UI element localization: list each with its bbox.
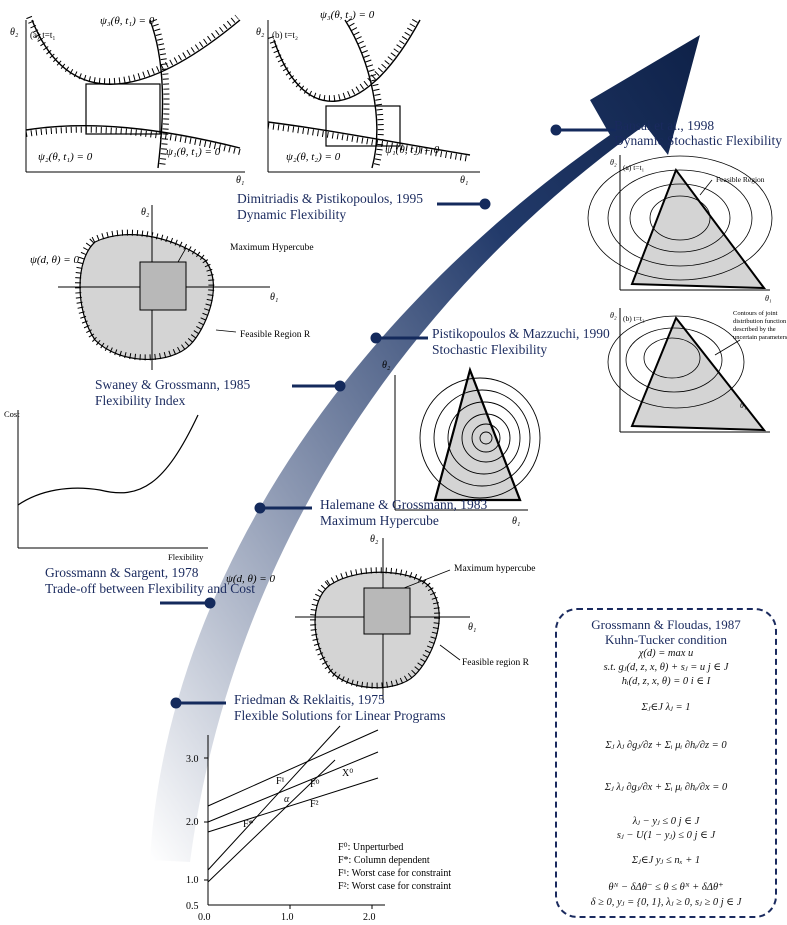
friedman-point-fstar: F* bbox=[243, 819, 254, 830]
marker-swaney bbox=[335, 381, 345, 391]
flex-index-psi: ψ(d, θ) = 0 bbox=[30, 254, 79, 266]
milestone-sargent-author: Grossmann & Sargent, 1978 bbox=[45, 565, 199, 580]
kt-eq-y-sum: Σⱼ∈J yⱼ ≤ nₓ + 1 bbox=[631, 855, 701, 866]
cost-ylabel: Cost bbox=[4, 409, 20, 419]
panel-b-title: (b) t=t₂ bbox=[272, 30, 298, 40]
panel-a-psi1: ψ₁(θ, t₁) = 0 bbox=[166, 146, 221, 158]
milestone-swaney-topic: Flexibility Index bbox=[95, 393, 186, 408]
milestone-halemane-topic: Maximum Hypercube bbox=[320, 513, 439, 528]
friedman-point-x0: X⁰ bbox=[342, 768, 354, 779]
kt-eq-constraint-g: s.t. gⱼ(d, z, x, θ) + sⱼ = u j ∈ J bbox=[603, 662, 729, 673]
marker-pistikopoulos bbox=[371, 333, 381, 343]
bansal-b-contours-2: distribution function bbox=[733, 318, 787, 325]
kt-eq-lambda-sum: Σⱼ∈J λⱼ = 1 bbox=[641, 702, 691, 713]
kt-eq-constraint-h: hᵢ(d, z, x, θ) = 0 i ∈ I bbox=[621, 676, 711, 687]
panel-a-psi2: ψ₂(θ, t₁) = 0 bbox=[38, 151, 93, 163]
stochastic-theta1: θ₁ bbox=[512, 516, 521, 527]
friedman-point-f0: F⁰ bbox=[310, 779, 320, 790]
kt-eq-slack: sⱼ − U(1 − yⱼ) ≤ 0 j ∈ J bbox=[616, 830, 716, 841]
kt-eq-lambda-y: λⱼ − yⱼ ≤ 0 j ∈ J bbox=[632, 816, 700, 827]
kt-eq-domains: δ ≥ 0, yⱼ = {0, 1}, λⱼ ≥ 0, sⱼ ≥ 0 j ∈ J bbox=[590, 897, 742, 908]
panel-b-psi1: ψ₁(θ, t₂) = 0 bbox=[385, 144, 440, 156]
bansal-a-theta2: θ₂ bbox=[610, 158, 617, 167]
bansal-b-contours-4: uncertain parameters bbox=[733, 334, 787, 341]
halemane-max-cube: Maximum hypercube bbox=[454, 564, 536, 574]
dynamic-plot-b bbox=[268, 17, 480, 172]
halemane-psi: ψ(d, θ) = 0 bbox=[226, 573, 275, 585]
friedman-point-f2: F² bbox=[310, 799, 319, 810]
marker-bansal bbox=[551, 125, 561, 135]
kt-eq-objective: χ(d) = max u bbox=[638, 648, 694, 659]
kt-eq-stationarity-x: Σⱼ λⱼ ∂gⱼ/∂x + Σᵢ μᵢ ∂hᵢ/∂x = 0 bbox=[604, 782, 728, 793]
bansal-b-contours-3: described by the bbox=[733, 326, 776, 333]
panel-a-theta2: θ₂ bbox=[10, 27, 19, 38]
flexibility-index-plot bbox=[58, 205, 270, 370]
friedman-ytick-1: 1.0 bbox=[186, 875, 199, 886]
friedman-legend-1: F*: Column dependent bbox=[338, 855, 430, 866]
panel-a-title: (a) t=t₁ bbox=[30, 30, 56, 40]
panel-b-psi2: ψ₂(θ, t₂) = 0 bbox=[286, 151, 341, 163]
bansal-a-title: (a) t=t₁ bbox=[623, 163, 645, 172]
friedman-xtick-1: 1.0 bbox=[281, 912, 294, 923]
milestone-bansal-author: Bansal et al., 1998 bbox=[614, 118, 715, 133]
milestone-pistikopoulos-author: Pistikopoulos & Mazzuchi, 1990 bbox=[432, 326, 610, 341]
friedman-legend-2: F¹: Worst case for constraint bbox=[338, 868, 452, 879]
stochastic-theta2: θ₂ bbox=[382, 360, 391, 371]
kuhn-tucker-title: Grossmann & Floudas, 1987 bbox=[591, 617, 741, 632]
marker-dimitriadis bbox=[480, 199, 490, 209]
cost-plot bbox=[18, 410, 208, 548]
halemane-theta2: θ₂ bbox=[370, 534, 379, 545]
panel-b-theta2: θ₂ bbox=[256, 27, 265, 38]
friedman-ytick-2: 2.0 bbox=[186, 817, 199, 828]
friedman-legend-0: F⁰: Unperturbed bbox=[338, 842, 404, 853]
milestone-swaney-author: Swaney & Grossmann, 1985 bbox=[95, 377, 251, 392]
bansal-a-theta1: θ₁ bbox=[765, 294, 772, 303]
friedman-ytick-05: 0.5 bbox=[186, 901, 199, 912]
kt-eq-theta-bounds: θᴺ − δΔθ⁻ ≤ θ ≤ θᴺ + δΔθ⁺ bbox=[608, 882, 724, 893]
marker-halemane bbox=[255, 503, 265, 513]
panel-b-theta1: θ₁ bbox=[460, 175, 469, 186]
bansal-a-feasible: Feasible Region bbox=[716, 175, 765, 184]
milestone-friedman-author: Friedman & Reklaitis, 1975 bbox=[234, 692, 385, 707]
milestone-friedman-topic: Flexible Solutions for Linear Programs bbox=[234, 708, 446, 723]
friedman-legend-3: F²: Worst case for constraint bbox=[338, 881, 452, 892]
milestone-bansal-topic: Dynamic Stochastic Flexibility bbox=[614, 133, 782, 148]
milestone-sargent-topic: Trade-off between Flexibility and Cost bbox=[45, 581, 255, 596]
milestone-pistikopoulos-topic: Stochastic Flexibility bbox=[432, 342, 548, 357]
halemane-feasible: Feasible region R bbox=[462, 658, 530, 668]
marker-friedman bbox=[171, 698, 181, 708]
halemane-plot bbox=[295, 538, 470, 700]
cost-xlabel: Flexibility bbox=[168, 552, 204, 562]
flex-index-max-cube: Maximum Hypercube bbox=[230, 243, 314, 253]
bansal-b-title: (b) t=t₂ bbox=[623, 314, 645, 323]
bansal-b-contours-1: Contours of joint bbox=[733, 310, 778, 317]
panel-a-psi3: ψ₃(θ, t₁) = 0 bbox=[100, 15, 155, 27]
friedman-ytick-3: 3.0 bbox=[186, 754, 199, 765]
bansal-b-theta2: θ₂ bbox=[610, 311, 617, 320]
flex-index-theta1: θ₁ bbox=[270, 292, 279, 303]
halemane-theta1: θ₁ bbox=[468, 622, 477, 633]
friedman-xtick-0: 0.0 bbox=[198, 912, 211, 923]
marker-sargent bbox=[205, 598, 215, 608]
bansal-b-theta1: θ₁ bbox=[740, 401, 747, 410]
kuhn-tucker-box bbox=[555, 608, 777, 918]
milestone-dimitriadis-topic: Dynamic Flexibility bbox=[237, 207, 347, 222]
flex-index-theta2: θ₂ bbox=[141, 207, 150, 218]
kuhn-tucker-subtitle: Kuhn-Tucker condition bbox=[605, 632, 727, 647]
panel-a-theta1: θ₁ bbox=[236, 175, 245, 186]
kt-eq-stationarity-z: Σⱼ λⱼ ∂gⱼ/∂z + Σᵢ μᵢ ∂hᵢ/∂z = 0 bbox=[605, 740, 727, 751]
friedman-point-f1: F¹ bbox=[276, 776, 285, 787]
milestone-dimitriadis-author: Dimitriadis & Pistikopoulos, 1995 bbox=[237, 191, 424, 206]
flex-index-feasible: Feasible Region R bbox=[240, 330, 311, 340]
panel-b-psi3: ψ₃(θ, t₂) = 0 bbox=[320, 9, 375, 21]
friedman-point-alpha: α bbox=[284, 794, 290, 805]
milestone-halemane-author: Halemane & Grossmann, 1983 bbox=[320, 497, 488, 512]
friedman-xtick-2: 2.0 bbox=[363, 912, 376, 923]
stochastic-plot bbox=[395, 370, 540, 510]
